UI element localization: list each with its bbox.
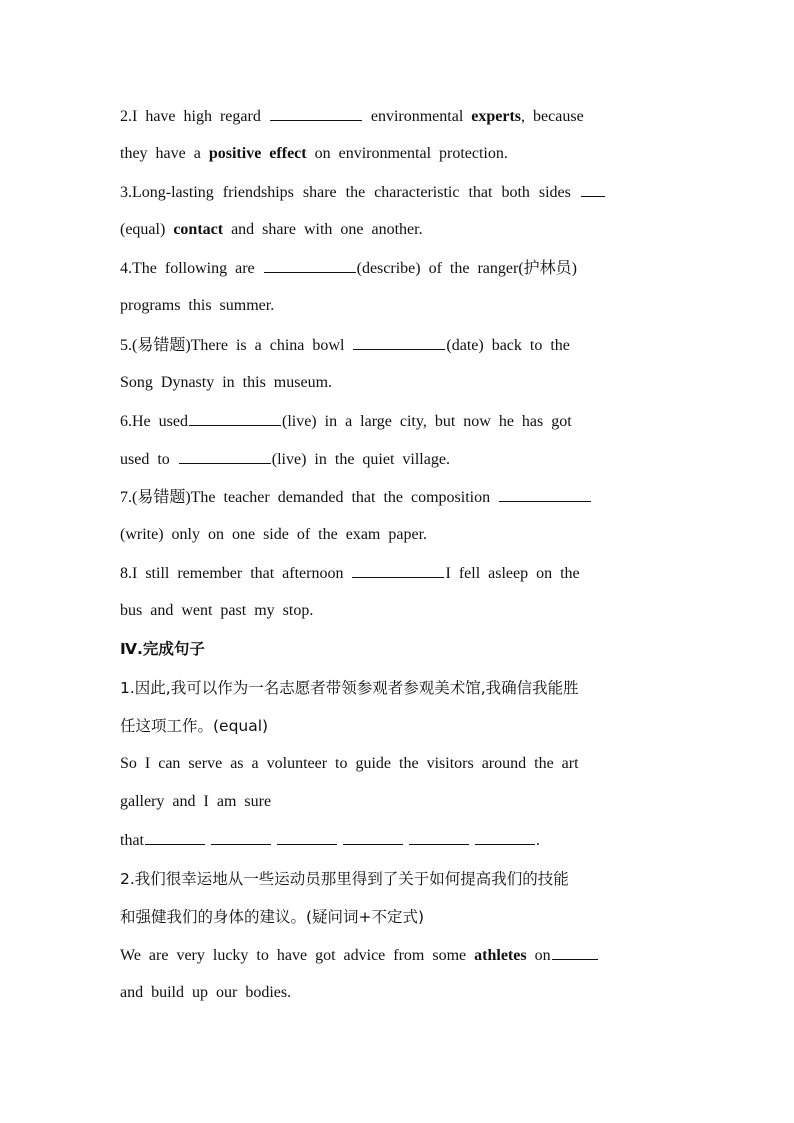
q4-text-c: programs this summer. bbox=[120, 297, 275, 314]
q5-text-a: 5.(易错题)There is a china bowl bbox=[120, 337, 345, 354]
s2-blank[interactable] bbox=[552, 945, 598, 960]
q4-blank[interactable] bbox=[264, 258, 356, 273]
q5-text-b: (date) back to the bbox=[446, 337, 570, 354]
sentence-1-english-line-2 bbox=[120, 792, 676, 812]
question-7-line-1 bbox=[120, 487, 676, 508]
q8-text-b: I fell asleep on the bbox=[445, 565, 580, 582]
question-4-line-2 bbox=[120, 296, 676, 316]
question-5-line-2 bbox=[120, 373, 676, 393]
s1-blank-4[interactable] bbox=[343, 830, 403, 845]
s2-english-1b: on bbox=[534, 947, 551, 964]
sentence-1-chinese-line-2 bbox=[120, 716, 676, 736]
q2-text-b: environmental bbox=[370, 108, 464, 125]
q5-blank[interactable] bbox=[353, 335, 445, 350]
s1-english-1: So I can serve as a volunteer to guide the visitors around the art bbox=[120, 755, 579, 772]
q8-blank[interactable] bbox=[352, 563, 444, 578]
q4-text-b: (describe) of the ranger(护林员) bbox=[356, 260, 577, 277]
question-8-line-2 bbox=[120, 601, 676, 621]
q2-keyword-positive-effect: positive effect bbox=[208, 145, 307, 162]
q5-text-c: Song Dynasty in this museum. bbox=[120, 374, 333, 391]
question-6-line-1 bbox=[120, 411, 676, 432]
q2-blank[interactable] bbox=[270, 106, 362, 121]
s2-english-1a: We are very lucky to have got advice from some bbox=[120, 947, 467, 964]
q3-blank[interactable] bbox=[581, 182, 605, 197]
q3-text-a: 3.Long-lasting friendships share the characteristic that both sides bbox=[120, 184, 571, 201]
q2-keyword-experts: experts bbox=[471, 108, 522, 125]
sentence-2-chinese-line-2 bbox=[120, 907, 676, 927]
q7-blank[interactable] bbox=[499, 487, 591, 502]
question-2-line-1 bbox=[120, 106, 676, 127]
q6-blank-2[interactable] bbox=[179, 449, 271, 464]
q6-blank-1[interactable] bbox=[189, 411, 281, 426]
question-4-line-1 bbox=[120, 258, 676, 279]
s1-blank-2[interactable] bbox=[211, 830, 271, 845]
s1-english-2: gallery and I am sure bbox=[120, 793, 272, 810]
s1-blank-3[interactable] bbox=[277, 830, 337, 845]
q2-text-d: they have a bbox=[120, 145, 201, 162]
s1-chinese-2: 任这项工作。(equal) bbox=[120, 717, 269, 735]
q2-text-c: , because bbox=[521, 108, 584, 125]
sentence-2-chinese-line-1 bbox=[120, 869, 676, 889]
q4-text-a: 4.The following are bbox=[120, 260, 255, 277]
question-2-line-2 bbox=[120, 144, 676, 164]
q7-text-a: 7.(易错题)The teacher demanded that the composition bbox=[120, 489, 491, 506]
q3-keyword-contact: contact bbox=[173, 221, 224, 238]
s2-english-2: and build up our bodies. bbox=[120, 984, 292, 1001]
s2-chinese-2: 和强健我们的身体的建议。(疑问词+不定式) bbox=[120, 908, 425, 926]
q6-text-b: (live) in a large city, but now he has got bbox=[281, 413, 572, 430]
q2-text-e: on environmental protection. bbox=[314, 145, 508, 162]
s2-keyword-athletes: athletes bbox=[474, 947, 527, 964]
section-4-heading bbox=[120, 639, 676, 659]
question-3-line-1 bbox=[120, 182, 676, 203]
sentence-1-english-line-1 bbox=[120, 754, 676, 774]
question-6-line-2 bbox=[120, 449, 676, 470]
q7-text-b: (write) only on one side of the exam paper. bbox=[120, 526, 428, 543]
q8-text-a: 8.I still remember that afternoon bbox=[120, 565, 344, 582]
sentence-1-english-line-3 bbox=[120, 830, 676, 851]
q2-text-a: 2.I have high regard bbox=[120, 108, 261, 125]
s1-blank-6[interactable] bbox=[475, 830, 535, 845]
sentence-1-chinese-line-1 bbox=[120, 678, 676, 698]
q3-text-c: and share with one another. bbox=[231, 221, 423, 238]
q3-text-b: (equal) bbox=[120, 221, 166, 238]
s1-chinese-1: 1.因此,我可以作为一名志愿者带领参观者参观美术馆,我确信我能胜 bbox=[120, 679, 579, 697]
question-5-line-1 bbox=[120, 335, 676, 356]
q6-text-a: 6.He used bbox=[120, 413, 188, 430]
sentence-2-english-line-1 bbox=[120, 945, 676, 966]
q6-text-c: used to bbox=[120, 451, 170, 468]
q6-text-d: (live) in the quiet village. bbox=[271, 451, 450, 468]
question-8-line-1 bbox=[120, 563, 676, 584]
s1-english-that: that bbox=[120, 832, 144, 849]
s1-blank-5[interactable] bbox=[409, 830, 469, 845]
question-7-line-2 bbox=[120, 525, 676, 545]
q8-text-c: bus and went past my stop. bbox=[120, 602, 314, 619]
section-4-title: Ⅳ.完成句子 bbox=[120, 640, 205, 658]
s2-chinese-1: 2.我们很幸运地从一些运动员那里得到了关于如何提高我们的技能 bbox=[120, 870, 569, 888]
s1-blank-1[interactable] bbox=[145, 830, 205, 845]
s1-english-period: . bbox=[536, 832, 540, 849]
question-3-line-2 bbox=[120, 220, 676, 240]
sentence-2-english-line-2 bbox=[120, 983, 676, 1003]
